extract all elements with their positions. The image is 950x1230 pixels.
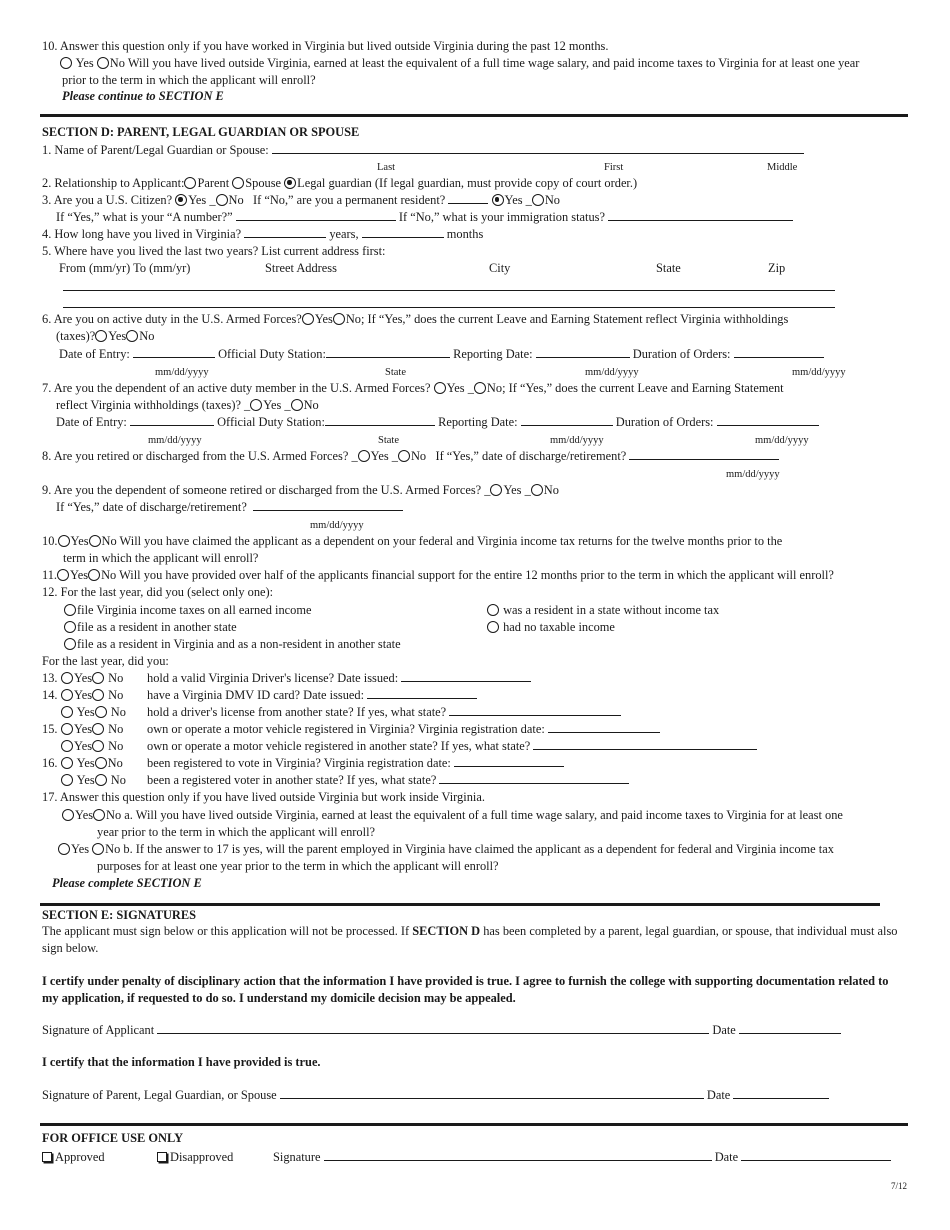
- applicant-signature-field[interactable]: [157, 1023, 709, 1034]
- q12-option-1-radio[interactable]: [64, 604, 76, 616]
- q14b-no-radio[interactable]: [95, 706, 107, 718]
- months-field[interactable]: [362, 227, 444, 238]
- for-last-year-label: For the last year, did you:: [42, 654, 169, 668]
- q12-option-5-radio[interactable]: [487, 621, 499, 633]
- q10-line1: 10. Yes No Will you have claimed the applicant as a dependent on your federal and Virginia income tax returns for the twelve months prior to the: [42, 534, 783, 548]
- q14a-no-radio[interactable]: [92, 689, 104, 701]
- q12-option-2-radio[interactable]: [64, 621, 76, 633]
- q14b-state-field[interactable]: [449, 705, 621, 716]
- q7-withholdings-yes-radio[interactable]: [250, 399, 262, 411]
- q7-duty-station-field[interactable]: [325, 415, 435, 426]
- q6-hint-duration: mm/dd/yyyy: [792, 367, 846, 378]
- office-signature-line: Signature Date: [273, 1150, 891, 1165]
- q9-yes-radio[interactable]: [490, 484, 502, 496]
- perm-resident-yes-radio[interactable]: [492, 194, 504, 206]
- q11-yes-radio[interactable]: [57, 569, 69, 581]
- q7-dates-line: Date of Entry: Official Duty Station: Reporting Date: Duration of Orders:: [56, 415, 819, 430]
- relationship-parent-radio[interactable]: [184, 177, 196, 189]
- active-duty-no-radio[interactable]: [333, 313, 345, 325]
- q15-number: 15.: [42, 722, 58, 736]
- q1-last-label: Last: [377, 162, 396, 173]
- q7-line1: 7. Are you the dependent of an active duty member in the U.S. Armed Forces? Yes _ No; If “Yes,” does the current Leave and Earning Statement: [42, 381, 784, 395]
- q9-no-radio[interactable]: [531, 484, 543, 496]
- q15b-yes-radio[interactable]: [61, 740, 73, 752]
- q6-line1: 6. Are you on active duty in the U.S. Armed Forces? Yes No; If “Yes,” does the current Leave and Earning Statement reflect Virginia withholdings: [42, 312, 789, 326]
- q13-number: 13.: [42, 671, 58, 685]
- q15a-date-field[interactable]: [548, 722, 660, 733]
- q13-no-radio[interactable]: [92, 672, 104, 684]
- q8-no-radio[interactable]: [398, 450, 410, 462]
- q10-top-text2: prior to the term in which the applicant will enroll?: [62, 73, 316, 87]
- section-divider: [40, 1123, 908, 1126]
- q16a-date-field[interactable]: [454, 756, 564, 767]
- q7-hint-state: State: [378, 435, 399, 446]
- q6-hint-entry: mm/dd/yyyy: [155, 367, 209, 378]
- q16a-yes-radio[interactable]: [61, 757, 73, 769]
- q7-reporting-date-field[interactable]: [521, 415, 613, 426]
- q17a-line1: Yes No a. Will you have lived outside Virginia, earned at least the equivalent of a full time wage salary, and paid income taxes to Virginia for at least one: [62, 808, 843, 823]
- section-divider: [40, 903, 880, 906]
- q6-line2: (taxes)? Yes No: [56, 329, 155, 343]
- q14a-yes-radio[interactable]: [61, 689, 73, 701]
- q16a-answers: Yes No: [61, 756, 123, 771]
- q15a-text: own or operate a motor vehicle registered in Virginia? Virginia registration date:: [147, 722, 660, 737]
- applicant-certification: I certify under penalty of disciplinary action that the information I have provided is true. I agree to furnish the college with supporting documentation related to my application, if requested to do so. I understand my domicile decision may be appealed.: [42, 974, 889, 1005]
- parent-date-field[interactable]: [733, 1088, 829, 1099]
- q12-option-5: had no taxable income: [487, 620, 615, 635]
- q16b-text: been a registered voter in another state? If yes, what state?: [147, 773, 629, 788]
- q15b-state-field[interactable]: [533, 739, 757, 750]
- q7-hint-duration: mm/dd/yyyy: [755, 435, 809, 446]
- parent-signature-line: Signature of Parent, Legal Guardian, or Spouse Date: [42, 1088, 829, 1103]
- q3-followup-line: If “Yes,” what is your “A number?” If “No,” what is your immigration status?: [56, 210, 793, 225]
- q12-option-1: file Virginia income taxes on all earned income: [64, 603, 311, 618]
- q7-line2: reflect Virginia withholdings (taxes)? _ Yes _ No: [56, 398, 319, 412]
- q4-line: 4. How long have you lived in Virginia? years, months: [42, 227, 484, 241]
- q17a-line2: year prior to the term in which the applicant will enroll?: [97, 825, 376, 839]
- perm-resident-no-radio[interactable]: [532, 194, 544, 206]
- q10-yes-radio[interactable]: [58, 535, 70, 547]
- q14a-answers: Yes No: [61, 688, 123, 703]
- q6-duration-field[interactable]: [734, 347, 824, 358]
- q8-discharge-date-field[interactable]: [629, 449, 779, 460]
- q12-option-3: file as a resident in Virginia and as a non-resident in another state: [64, 637, 401, 652]
- q6-withholdings-no-radio[interactable]: [126, 330, 138, 342]
- q13-answers: Yes No: [61, 671, 123, 686]
- q12-prompt: 12. For the last year, did you (select only one):: [42, 585, 274, 599]
- q1-line: 1. Name of Parent/Legal Guardian or Spouse:: [42, 143, 804, 158]
- parent-signature-field[interactable]: [280, 1088, 704, 1099]
- q7-hint-reporting: mm/dd/yyyy: [550, 435, 604, 446]
- office-disapproved: Disapproved: [157, 1150, 233, 1165]
- q17b-line1: Yes No b. If the answer to 17 is yes, will the parent employed in Virginia have claimed the applicant as a dependent for federal and Virginia income tax: [58, 842, 834, 857]
- q9-line: 9. Are you the dependent of someone retired or discharged from the U.S. Armed Forces? _ Yes _ No: [42, 483, 559, 497]
- section-e-intro: The applicant must sign below or this application will not be processed. If SECTION D has been completed by a parent, legal guardian, or spouse, that individual must also sign below.: [42, 924, 898, 955]
- q16b-no-radio[interactable]: [95, 774, 107, 786]
- disapproved-checkbox[interactable]: [157, 1152, 167, 1162]
- q6-reporting-date-field[interactable]: [536, 347, 630, 358]
- parent-certification: I certify that the information I have provided is true.: [42, 1055, 321, 1069]
- q17a-yes-radio[interactable]: [62, 809, 74, 821]
- q17b-yes-radio[interactable]: [58, 843, 70, 855]
- q6-duty-station-field[interactable]: [326, 347, 450, 358]
- q15a-yes-radio[interactable]: [61, 723, 73, 735]
- q11-line: 11. Yes No Will you have provided over half of the applicants financial support for the entire 12 months prior to the term in which the applicant will enroll?: [42, 568, 834, 582]
- q15b-text: own or operate a motor vehicle registered in another state? If yes, what state?: [147, 739, 757, 754]
- q5-prompt: 5. Where have you lived the last two years? List current address first:: [42, 244, 386, 258]
- relationship-spouse-radio[interactable]: [232, 177, 244, 189]
- q5-col-state: State: [656, 261, 681, 275]
- q14a-date-field[interactable]: [367, 688, 477, 699]
- address-line-2[interactable]: [63, 307, 835, 308]
- q15a-answers: Yes No: [61, 722, 123, 737]
- q15b-no-radio[interactable]: [92, 740, 104, 752]
- q7-duration-field[interactable]: [717, 415, 819, 426]
- section-divider: [40, 114, 908, 117]
- a-number-field[interactable]: [236, 210, 396, 221]
- q7-yes-radio[interactable]: [434, 382, 446, 394]
- q11-no-radio[interactable]: [88, 569, 100, 581]
- q13-yes-radio[interactable]: [61, 672, 73, 684]
- q10-top-continue: Please continue to SECTION E: [62, 89, 224, 103]
- q14-number: 14.: [42, 688, 58, 702]
- q8-yes-radio[interactable]: [358, 450, 370, 462]
- q14b-text: hold a driver's license from another state? If yes, what state?: [147, 705, 621, 720]
- applicant-date-field[interactable]: [739, 1023, 841, 1034]
- years-field[interactable]: [244, 227, 326, 238]
- q13-date-field[interactable]: [401, 671, 531, 682]
- q17-prompt: 17. Answer this question only if you have lived outside Virginia but work inside Virginia.: [42, 790, 485, 804]
- q12-option-3-radio[interactable]: [64, 638, 76, 650]
- q6-withholdings-yes-radio[interactable]: [95, 330, 107, 342]
- q16a-text: been registered to vote in Virginia? Virginia registration date:: [147, 756, 564, 771]
- q5-col-from-to: From (mm/yr) To (mm/yr): [59, 261, 191, 275]
- q5-col-city: City: [489, 261, 511, 275]
- q9-date-line: If “Yes,” date of discharge/retirement?: [56, 500, 403, 515]
- q17a-no-radio[interactable]: [93, 809, 105, 821]
- q3-line: 3. Are you a U.S. Citizen? Yes _ No If “No,” are you a permanent resident? Yes _ No: [42, 193, 560, 207]
- office-use-title: FOR OFFICE USE ONLY: [42, 1131, 184, 1145]
- q6-dates-line: Date of Entry: Official Duty Station: Reporting Date: Duration of Orders:: [59, 347, 824, 362]
- q16b-yes-radio[interactable]: [61, 774, 73, 786]
- q14b-yes-radio[interactable]: [61, 706, 73, 718]
- q16-number: 16.: [42, 756, 58, 770]
- q7-no-radio[interactable]: [474, 382, 486, 394]
- office-date-field[interactable]: [741, 1150, 891, 1161]
- q14a-text: have a Virginia DMV ID card? Date issued:: [147, 688, 477, 703]
- applicant-signature-line: Signature of Applicant Date: [42, 1023, 841, 1038]
- office-signature-field[interactable]: [324, 1150, 712, 1161]
- q5-col-street: Street Address: [265, 261, 337, 275]
- section-e-title: SECTION E: SIGNATURES: [42, 908, 197, 922]
- section-d-title: SECTION D: PARENT, LEGAL GUARDIAN OR SPOUSE: [42, 125, 360, 139]
- q1-middle-label: Middle: [767, 162, 798, 173]
- immigration-status-field[interactable]: [608, 210, 793, 221]
- q6-date-of-entry-field[interactable]: [133, 347, 215, 358]
- q8-line: 8. Are you retired or discharged from the U.S. Armed Forces? _ Yes _ No If “Yes,” date of discharge/retirement?: [42, 449, 779, 464]
- q15b-answers: Yes No: [61, 739, 123, 754]
- q17b-line2: purposes for at least one year prior to the term in which the applicant will enroll?: [97, 859, 499, 873]
- guardian-name-field[interactable]: [272, 143, 804, 154]
- q14b-answers: Yes No: [61, 705, 126, 720]
- active-duty-yes-radio[interactable]: [302, 313, 314, 325]
- q7-withholdings-no-radio[interactable]: [291, 399, 303, 411]
- q8-hint: mm/dd/yyyy: [726, 469, 780, 480]
- q12-option-2: file as a resident in another state: [64, 620, 237, 635]
- citizen-no-radio[interactable]: [216, 194, 228, 206]
- q12-option-4-radio[interactable]: [487, 604, 499, 616]
- q9-discharge-date-field[interactable]: [253, 500, 403, 511]
- relationship-guardian-radio[interactable]: [284, 177, 296, 189]
- address-line-1[interactable]: [63, 290, 835, 291]
- office-approved: Approved: [42, 1150, 105, 1165]
- q15a-no-radio[interactable]: [92, 723, 104, 735]
- q1-first-label: First: [604, 162, 624, 173]
- q10-line2: term in which the applicant will enroll?: [63, 551, 259, 565]
- q2-line: 2. Relationship to Applicant: Parent Spouse Legal guardian (If legal guardian, must provide copy of court order.): [42, 176, 638, 190]
- approved-checkbox[interactable]: [42, 1152, 52, 1162]
- q17b-no-radio[interactable]: [92, 843, 104, 855]
- q16b-answers: Yes No: [61, 773, 126, 788]
- q16a-no-radio[interactable]: [95, 757, 107, 769]
- q10-no-radio[interactable]: [89, 535, 101, 547]
- q10-top-answer-line: Yes No Will you have lived outside Virginia, earned at least the equivalent of a full time wage salary, and paid income taxes to Virginia for at least one year: [60, 56, 859, 71]
- complete-section-e: Please complete SECTION E: [52, 876, 202, 890]
- q10-top-no-radio[interactable]: [97, 57, 109, 69]
- q5-col-zip: Zip: [768, 261, 786, 275]
- citizen-yes-radio[interactable]: [175, 194, 187, 206]
- q10-top-prompt: 10. Answer this question only if you have worked in Virginia but lived outside Virginia during the past 12 months.: [42, 39, 609, 53]
- q7-date-of-entry-field[interactable]: [130, 415, 214, 426]
- q6-hint-state: State: [385, 367, 406, 378]
- q16b-state-field[interactable]: [439, 773, 629, 784]
- q12-option-4: was a resident in a state without income tax: [487, 603, 719, 618]
- q7-hint-entry: mm/dd/yyyy: [148, 435, 202, 446]
- q9-hint: mm/dd/yyyy: [310, 520, 364, 531]
- q6-hint-reporting: mm/dd/yyyy: [585, 367, 639, 378]
- form-version: 7/12: [891, 1181, 908, 1191]
- q13-text: hold a valid Virginia Driver's license? Date issued:: [147, 671, 531, 686]
- q10-top-yes-radio[interactable]: [60, 57, 72, 69]
